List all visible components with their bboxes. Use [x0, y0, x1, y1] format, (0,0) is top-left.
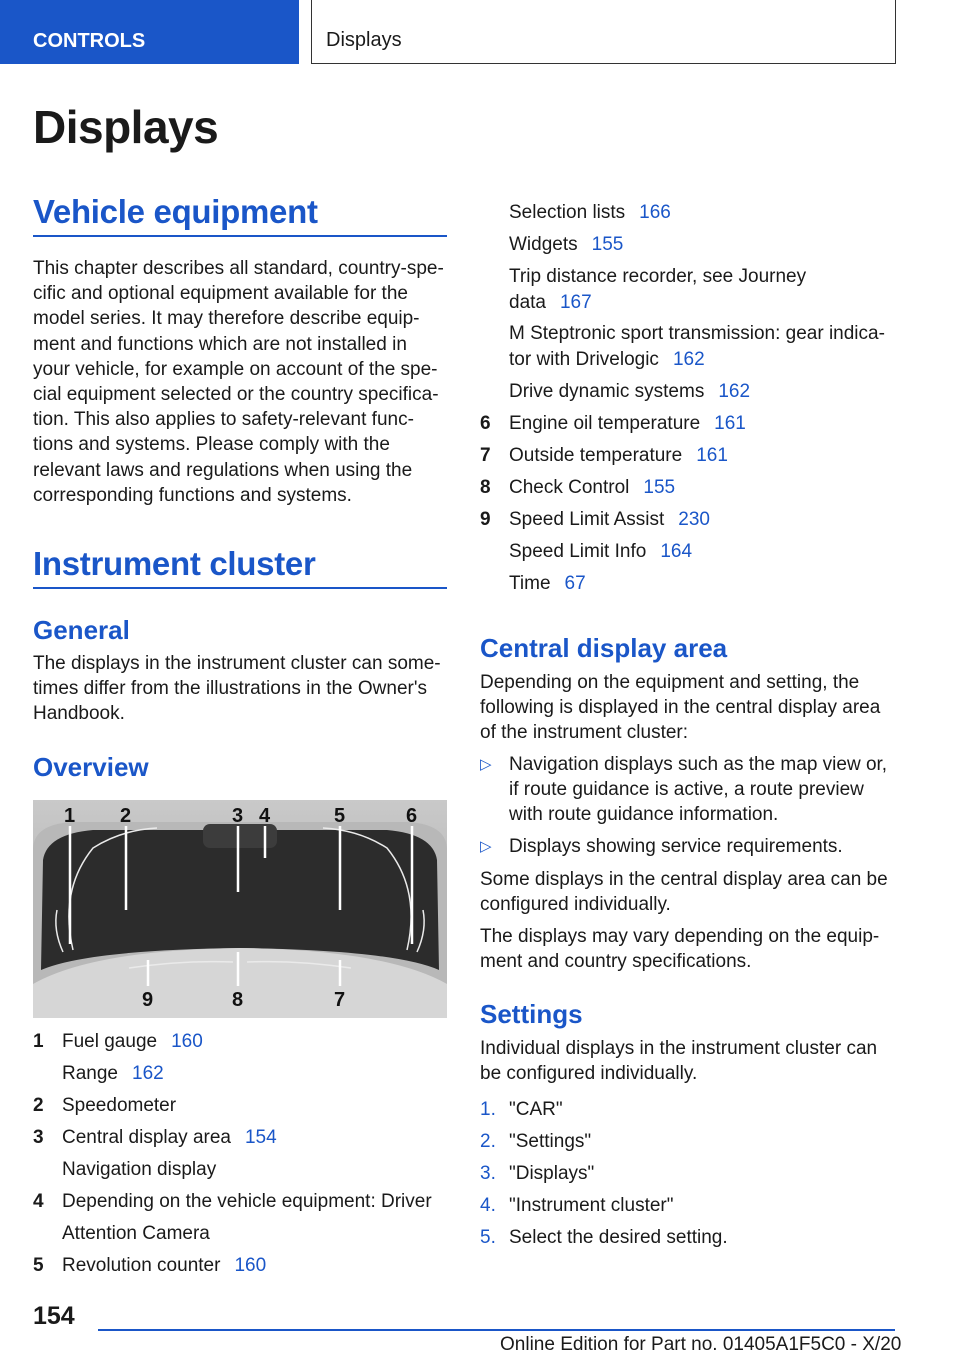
page-reference-link[interactable]: 162 [672, 349, 705, 370]
legend-text [509, 232, 623, 258]
step-number: 3. [480, 1163, 496, 1184]
page-reference-link[interactable]: 67 [564, 573, 586, 594]
section-tab: CONTROLS [0, 0, 299, 64]
legend-text [62, 1253, 266, 1279]
legend-text [62, 1221, 210, 1247]
legend-label: Central display area [62, 1127, 231, 1148]
legend-number: 1 [33, 1031, 44, 1052]
text-line: be configured individually. [480, 1063, 698, 1085]
figure-label-4: 4 [259, 805, 271, 827]
legend-label: Revolution counter [62, 1255, 221, 1276]
heading-overview: Overview [33, 752, 149, 782]
legend-number: 5 [33, 1255, 44, 1276]
legend-text [62, 1189, 432, 1215]
legend-label: data [509, 292, 546, 313]
page-reference-link[interactable]: 166 [639, 202, 671, 223]
legend-number: 6 [480, 413, 491, 434]
text-line: relevant laws and regulations when using the [33, 459, 413, 481]
page-reference-link[interactable]: 167 [559, 292, 592, 313]
page-reference-link[interactable]: 155 [643, 477, 676, 498]
legend-label: Fuel gauge [62, 1031, 158, 1052]
legend-text [509, 347, 705, 373]
text-line: This chapter describes all standard, country-spe- [33, 258, 444, 279]
central-display-intro [480, 670, 900, 746]
text-line: Some displays in the central display area can be [480, 869, 888, 890]
step-text: "Instrument cluster" [509, 1195, 674, 1216]
page-reference-link[interactable]: 230 [678, 509, 710, 530]
page-reference-link[interactable]: 154 [244, 1127, 277, 1148]
legend-number: 3 [33, 1127, 44, 1148]
page-reference-link[interactable]: 160 [171, 1031, 203, 1052]
step-number: 2. [480, 1131, 496, 1152]
legend-text [509, 571, 586, 597]
legend-label: Selection lists [509, 202, 626, 223]
footer-edition: Online Edition for Part no. 01405A1F5C0 - X/20 [500, 1334, 902, 1355]
page-reference-link[interactable]: 160 [234, 1255, 267, 1276]
legend-label: Drive dynamic systems [509, 381, 705, 402]
legend-label: Attention Camera [62, 1223, 210, 1244]
page-reference-link[interactable]: 155 [591, 234, 624, 255]
legend-text [509, 539, 692, 565]
legend-text [62, 1157, 216, 1183]
text-line: configured individually. [480, 894, 671, 916]
figure-label-5: 5 [334, 805, 346, 827]
figure-label-8: 8 [232, 989, 244, 1011]
page-reference-link[interactable]: 162 [718, 381, 751, 402]
legend-label: Navigation display [62, 1159, 217, 1180]
text-line: tions and systems. Please comply with the [33, 434, 390, 456]
text-line: with route guidance information. [509, 804, 779, 826]
page-reference-link[interactable]: 161 [696, 445, 728, 466]
central-display-config-text [480, 867, 900, 917]
text-line: of the instrument cluster: [480, 722, 689, 744]
text-line: ment and country specifications. [480, 951, 752, 973]
legend-text [509, 379, 750, 405]
legend-label: tor with Drivelogic [509, 349, 659, 370]
legend-text [509, 443, 728, 469]
chapter-tab: Displays [311, 0, 896, 64]
settings-intro [480, 1036, 900, 1086]
text-line: following is displayed in the central display area [480, 697, 881, 719]
legend-label: Check Control [509, 477, 630, 498]
text-line: cific and optional equipment available for the [33, 283, 408, 305]
page-title: Displays [33, 101, 219, 153]
legend-text [62, 1093, 176, 1119]
text-line: if route guidance is active, a route preview [509, 779, 864, 801]
text-line: your vehicle, for example on account of the spe- [33, 358, 438, 380]
text-line: The displays may vary depending on the equip- [480, 926, 880, 947]
legend-label: Speed Limit Assist [509, 509, 665, 530]
vehicle-equipment-text [33, 256, 453, 508]
text-line: Handbook. [33, 703, 125, 725]
legend-label: Range [62, 1063, 118, 1084]
figure-label-6: 6 [406, 805, 418, 827]
heading-vehicle-equipment: Vehicle equipment [33, 193, 318, 230]
page-reference-link[interactable]: 162 [132, 1063, 164, 1084]
step-text: "CAR" [509, 1099, 563, 1120]
text-line: Navigation displays such as the map view or, [509, 754, 888, 775]
bullet-text [509, 834, 843, 859]
text-line: The displays in the instrument cluster can some- [33, 653, 441, 674]
legend-text [509, 200, 671, 226]
figure-label-9: 9 [142, 989, 154, 1011]
legend-text [62, 1125, 277, 1151]
text-line: times differ from the illustrations in the Owner's [33, 678, 427, 700]
figure-label-1: 1 [64, 805, 76, 827]
step-text: "Settings" [509, 1131, 592, 1152]
legend-text [62, 1029, 203, 1055]
legend-number: 9 [480, 509, 491, 530]
heading-central-display-area: Central display area [480, 633, 728, 663]
central-display-variation-text [480, 924, 900, 974]
figure-label-2: 2 [120, 805, 132, 827]
bullet-text [509, 752, 887, 828]
legend-label: Widgets [509, 234, 578, 255]
legend-number: 4 [33, 1191, 44, 1212]
legend-text [509, 475, 675, 501]
legend-text [509, 264, 806, 290]
footer-rule [98, 1329, 895, 1331]
step-number: 5. [480, 1227, 496, 1248]
page-number: 154 [33, 1302, 75, 1330]
figure-label-3: 3 [232, 805, 244, 827]
instrument-cluster-illustration [33, 800, 447, 1018]
legend-label: Trip distance recorder, see Journey [509, 266, 807, 287]
heading-general: General [33, 615, 130, 645]
legend-text [509, 321, 885, 347]
legend-label: Speedometer [62, 1095, 177, 1116]
figure-label-7: 7 [334, 989, 346, 1011]
text-line: ment and functions which are not installed in [33, 333, 407, 355]
heading-instrument-cluster: Instrument cluster [33, 545, 316, 582]
legend-text [509, 411, 746, 437]
legend-number: 2 [33, 1095, 44, 1116]
step-number: 4. [480, 1195, 496, 1216]
legend-label: Time [509, 573, 551, 594]
step-number: 1. [480, 1099, 496, 1120]
text-line: Displays showing service requirements. [509, 836, 843, 857]
legend-text [62, 1061, 164, 1087]
legend-label: Speed Limit Info [509, 541, 647, 562]
heading-settings: Settings [480, 999, 583, 1029]
legend-number: 7 [480, 445, 491, 466]
step-text: "Displays" [509, 1163, 595, 1184]
step-text: Select the desired setting. [509, 1227, 728, 1248]
legend-label: Depending on the vehicle equipment: Driver [62, 1191, 432, 1212]
text-line: Individual displays in the instrument cluster can [480, 1038, 878, 1059]
legend-label: Outside temperature [509, 445, 683, 466]
text-line: Depending on the equipment and setting, the [480, 672, 860, 693]
triangle-bullet-icon: ▷ [480, 756, 492, 773]
general-text [33, 651, 453, 727]
legend-label: Engine oil temperature [509, 413, 701, 434]
page-reference-link[interactable]: 164 [660, 541, 693, 562]
instrument-cluster-figure [33, 800, 447, 1018]
triangle-bullet-icon: ▷ [480, 838, 492, 855]
page-reference-link[interactable]: 161 [714, 413, 746, 434]
text-line: model series. It may therefore describe equip- [33, 308, 420, 330]
legend-label: M Steptronic sport transmission: gear indica- [509, 323, 885, 344]
text-line: corresponding functions and systems. [33, 484, 352, 506]
legend-number: 8 [480, 477, 491, 498]
heading-rule [33, 587, 447, 589]
heading-rule [33, 235, 447, 237]
text-line: cial equipment selected or the country specifica- [33, 384, 439, 406]
legend-text [509, 290, 592, 316]
legend-text [509, 507, 710, 533]
text-line: tion. This also applies to safety-relevant func- [33, 409, 414, 431]
